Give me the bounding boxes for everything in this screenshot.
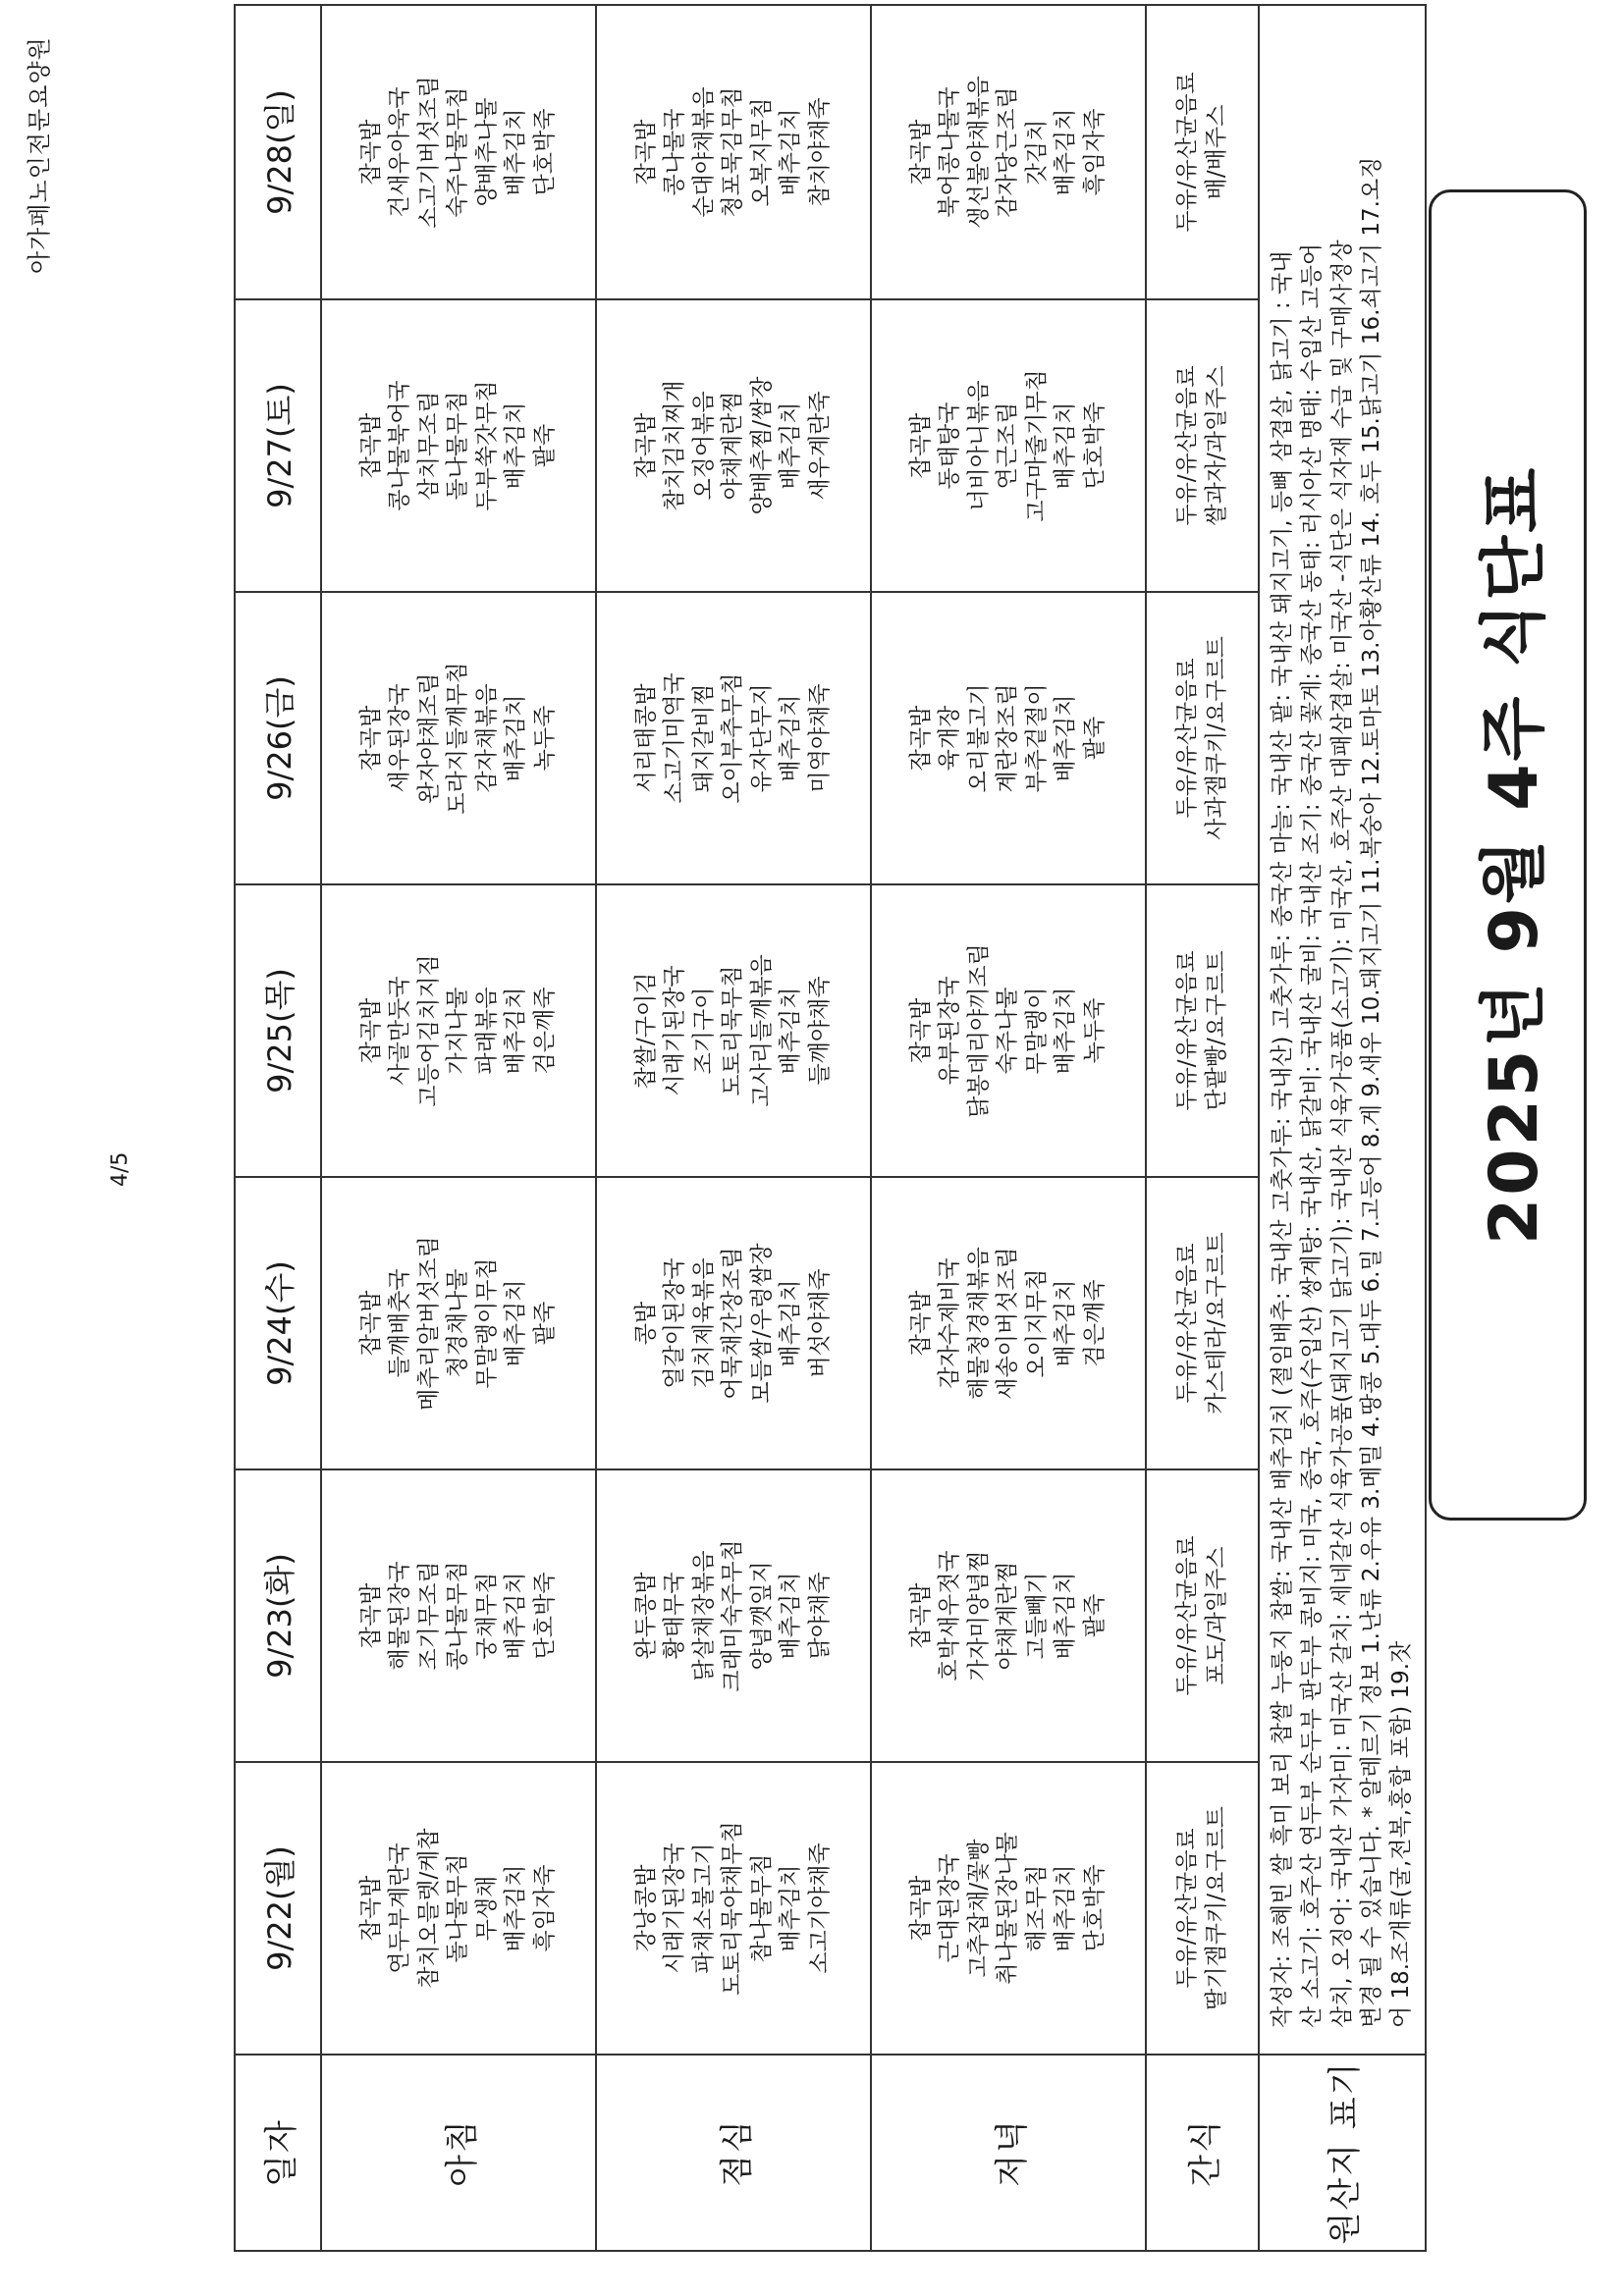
- menu-cell: [1146, 299, 1259, 592]
- menu-item: 강낭콩밥: [632, 1864, 659, 1952]
- menu-item: 메추리알버섯조림: [415, 1236, 442, 1411]
- menu-cell: [321, 5, 596, 299]
- menu-item: 배추김치: [1053, 1279, 1079, 1367]
- menu-item: 잡곡밥: [632, 119, 659, 186]
- menu-cell: [321, 1762, 596, 2055]
- meal-row-snack: [1146, 5, 1259, 2251]
- menu-item: 너비아니볶음: [965, 380, 992, 511]
- menu-item: 새우계란죽: [806, 391, 833, 501]
- menu-item: 두유/유산균음료: [1174, 950, 1201, 1111]
- menu-item: 오이지무침: [1023, 1268, 1050, 1378]
- menu-cell: [1146, 1177, 1259, 1469]
- menu-item: 배추김치: [778, 1572, 804, 1660]
- menu-item: 소고기버섯조림: [415, 76, 442, 229]
- menu-cell: [871, 299, 1146, 592]
- menu-item: 모듬쌈/우렁쌈장: [748, 1243, 775, 1404]
- menu-item: 배추김치: [778, 694, 804, 782]
- menu-item: 참치오믈렛/케찹: [415, 1828, 442, 1989]
- menu-item: 무생채: [473, 1875, 500, 1942]
- menu-item: 파채소불고기: [690, 1842, 717, 1974]
- menu-item: 양념깻잎지: [748, 1561, 775, 1671]
- menu-cell: [321, 1469, 596, 1762]
- menu-item: 카스테라/요구르트: [1203, 1232, 1229, 1415]
- menu-item: 소고기미역국: [662, 672, 688, 804]
- menu-cell: [1146, 1469, 1259, 1762]
- menu-item: 육개장: [937, 705, 963, 772]
- menu-item: 완자야채조림: [415, 672, 442, 804]
- menu-item: 참나물무침: [748, 1853, 775, 1963]
- menu-cell: [1146, 884, 1259, 1177]
- menu-item: 두유/유산균음료: [1174, 72, 1201, 233]
- menu-cell: [321, 299, 596, 592]
- menu-item: 잡곡밥: [357, 1290, 384, 1357]
- menu-item: 검은깨죽: [1081, 1279, 1108, 1367]
- menu-item: 소고기야채죽: [806, 1842, 833, 1974]
- menu-item: 잡곡밥: [907, 119, 934, 186]
- menu-item: 삼치무조림: [415, 391, 442, 501]
- menu-item: 잡곡밥: [357, 119, 384, 186]
- menu-item: 고등어김치지짐: [415, 954, 442, 1107]
- meal-label: 아침: [321, 2055, 596, 2251]
- origin-line: 산 소고기: 호주산 연두부 순두부 판두부 콩비지: 미국, 중국, 호주(수입산) 쌍계탕: 국내산, 닭갈비: 국내산 굴비: 국내산 조기: 중국산 꽃게: 중국산 동태: 러시아산 명태: 수입산 고등어: [1299, 242, 1326, 2028]
- menu-item: 단팥빵/요구르트: [1203, 950, 1229, 1111]
- origin-row: [1259, 5, 1426, 2251]
- menu-item: 야채계란찜: [995, 1561, 1021, 1671]
- menu-item: 가지나물: [445, 987, 471, 1075]
- menu-item: 돼지갈비찜: [690, 683, 717, 793]
- menu-cell: [871, 1762, 1146, 2055]
- menu-item: 배추김치: [778, 987, 804, 1075]
- origin-line: 어 18.조개류(굴,전복,홍합 포함) 19.잣: [1388, 1640, 1415, 2028]
- menu-item: 오이부추무침: [720, 672, 746, 804]
- menu-item: 콩나물국: [662, 108, 688, 196]
- menu-item: 새우된장국: [387, 683, 413, 793]
- menu-item: 검은깨죽: [531, 987, 558, 1075]
- menu-item: 어묵채간장조림: [720, 1247, 746, 1400]
- menu-cell: [871, 884, 1146, 1177]
- page-title: 2025년 9월 4주 식단표: [1476, 464, 1553, 1246]
- menu-item: 야채계란찜: [720, 391, 746, 501]
- menu-item: 사과잼쿠키/요구르트: [1203, 636, 1229, 840]
- menu-item: 돌나물무침: [445, 391, 471, 501]
- day-header: 9/24(수): [235, 1177, 321, 1469]
- menu-cell: [596, 884, 871, 1177]
- day-header: 9/26(금): [235, 592, 321, 884]
- meal-row-dinner: [871, 5, 1146, 2251]
- menu-item: 동태탕국: [937, 401, 963, 490]
- menu-item: 오복지무침: [748, 97, 775, 207]
- menu-item: 무말랭이무침: [473, 1257, 500, 1389]
- origin-line: 변경 될 수 있습니다. * 알레르기 정보 1.난류 2.우유 3.메밀 4.땅콩 5.대두 6.밀 7.고등어 8.게 9.새우 10.돼지고기 11.복숭아 12.토마토 13.아황산류 14. 호두 15.닭고기 16.쇠고기 17.오징: [1359, 156, 1385, 2028]
- menu-item: 딸기잼쿠키/요구르트: [1203, 1806, 1229, 2010]
- menu-item: 청경채나물: [445, 1268, 471, 1378]
- menu-item: 고사리들깨볶음: [748, 954, 775, 1107]
- menu-item: 닭살채장볶음: [690, 1550, 717, 1682]
- menu-cell: [596, 1177, 871, 1469]
- menu-cell: [596, 592, 871, 884]
- menu-item: 서리태콩밥: [632, 683, 659, 793]
- menu-item: 잡곡밥: [357, 1582, 384, 1649]
- menu-cell: [871, 1469, 1146, 1762]
- day-header: 9/25(목): [235, 884, 321, 1177]
- menu-item: 배추김치: [1053, 1864, 1079, 1952]
- menu-item: 크래미숙주무침: [720, 1539, 746, 1692]
- menu-item: 들깨배춧국: [387, 1268, 413, 1378]
- menu-item: 잡곡밥: [357, 1875, 384, 1942]
- menu-item: 해물된장국: [387, 1561, 413, 1671]
- origin-line: 작성자: 조혜빈 쌀 흑미 보리 찹쌀 누룽지 찹쌀: 국내산 배추김치 (절임배추: 국내산 고춧가루: 국내산) 고춧가루: 중국산 마늘: 국내산 팥: 국내산 돼지고기, 등뼈 삼겹살, 닭고기 : 국내: [1270, 250, 1295, 2028]
- menu-item: 흑임자죽: [531, 1864, 558, 1952]
- menu-item: 건새우아욱국: [387, 86, 413, 218]
- menu-item: 단호박죽: [531, 108, 558, 196]
- menu-item: 잡곡밥: [907, 412, 934, 479]
- menu-item: 팥죽: [1081, 716, 1108, 761]
- menu-item: 참치야채죽: [806, 97, 833, 207]
- menu-item: 감자수제비국: [937, 1257, 963, 1389]
- menu-item: 해조무침: [1023, 1864, 1050, 1952]
- menu-item: 참치김치찌개: [662, 380, 688, 511]
- menu-item: 오징어볶음: [690, 391, 717, 501]
- menu-item: 찹쌀/구이김: [632, 972, 659, 1090]
- menu-item: 단호박죽: [1081, 401, 1108, 490]
- menu-item: 배추김치: [503, 108, 529, 196]
- menu-item: 포도/과일주스: [1203, 1546, 1229, 1685]
- menu-cell: [1146, 592, 1259, 884]
- menu-item: 궁채무침: [473, 1572, 500, 1660]
- menu-item: 잡곡밥: [907, 1582, 934, 1649]
- menu-item: 배추김치: [1053, 401, 1079, 490]
- menu-item: 근대된장국: [937, 1853, 963, 1963]
- menu-item: 감자당근조림: [995, 86, 1021, 218]
- menu-item: 잡곡밥: [907, 1875, 934, 1942]
- menu-item: 잡곡밥: [632, 412, 659, 479]
- menu-item: 팥죽: [531, 1301, 558, 1346]
- menu-item: 얼갈이된장국: [662, 1257, 688, 1389]
- menu-item: 황태무국: [662, 1572, 688, 1660]
- menu-item: 잡곡밥: [357, 997, 384, 1064]
- meal-label: 점심: [596, 2055, 871, 2251]
- day-header-row: [235, 5, 321, 2251]
- menu-item: 사골만둣국: [387, 976, 413, 1086]
- menu-item: 배추김치: [1053, 694, 1079, 782]
- menu-item: 두유/유산균음료: [1174, 1243, 1201, 1404]
- menu-item: 미역야채죽: [806, 683, 833, 793]
- menu-item: 시래기된장국: [662, 965, 688, 1096]
- menu-item: 생선불야채볶음: [965, 76, 992, 229]
- menu-cell: [1146, 5, 1259, 299]
- day-header: 9/23(화): [235, 1469, 321, 1762]
- menu-item: 두유/유산균음료: [1174, 1535, 1201, 1696]
- menu-table: [234, 4, 1427, 2252]
- menu-item: 해물청경채볶음: [965, 1247, 992, 1400]
- menu-cell: [321, 884, 596, 1177]
- menu-cell: [596, 299, 871, 592]
- menu-cell: [1146, 1762, 1259, 2055]
- menu-item: 고들빼기: [1023, 1572, 1050, 1660]
- menu-item: 두유/유산균음료: [1174, 1828, 1201, 1989]
- menu-item: 계란장조림: [995, 683, 1021, 793]
- menu-item: 청포묵김무침: [720, 86, 746, 218]
- menu-cell: [596, 1762, 871, 2055]
- menu-item: 조기구이: [690, 987, 717, 1075]
- menu-cell: [596, 1469, 871, 1762]
- menu-item: 두유/유산균음료: [1174, 658, 1201, 819]
- menu-item: 숙주나물: [995, 987, 1021, 1075]
- menu-item: 녹두죽: [531, 705, 558, 772]
- menu-item: 배추김치: [1053, 108, 1079, 196]
- menu-item: 배추김치: [1053, 1572, 1079, 1660]
- day-header: 9/28(일): [235, 5, 321, 299]
- menu-item: 쌀과자/과일주스: [1203, 365, 1229, 526]
- day-header: 9/27(토): [235, 299, 321, 592]
- menu-item: 양배추찜/쌈장: [748, 376, 775, 515]
- menu-item: 배추김치: [503, 1279, 529, 1367]
- menu-item: 배추김치: [503, 987, 529, 1075]
- menu-item: 조기무조림: [415, 1561, 442, 1671]
- origin-line: 삼치, 오징어: 국내산 가자미: 미국산 갈치: 세네갈산 식육가공품(돼지고기 닭고기): 국내산 식육가공품(소고기): 미국산, 호주산 대패삼겹살: 미국산 -식단은 식자재 수급 및 구매사정상: [1328, 240, 1355, 2028]
- menu-item: 새송이버섯조림: [995, 1247, 1021, 1400]
- menu-item: 배추김치: [778, 108, 804, 196]
- menu-item: 녹두죽: [1081, 997, 1108, 1064]
- meal-row-lunch: [596, 5, 871, 2251]
- menu-cell: [871, 592, 1146, 884]
- menu-cell: [321, 592, 596, 884]
- menu-item: 고구마줄기무침: [1023, 369, 1050, 522]
- meal-row-breakfast: [321, 5, 596, 2251]
- menu-item: 팥죽: [1081, 1593, 1108, 1638]
- menu-item: 감자채볶음: [473, 683, 500, 793]
- menu-item: 배추김치: [503, 1572, 529, 1660]
- menu-item: 순대야채볶음: [690, 86, 717, 218]
- menu-item: 갓김치: [1023, 119, 1050, 186]
- day-header: 9/22(월): [235, 1762, 321, 2055]
- menu-item: 배/배주스: [1203, 104, 1229, 200]
- menu-item: 배추김치: [503, 1864, 529, 1952]
- menu-item: 고추잡채/꽃빵: [965, 1839, 992, 1978]
- menu-item: 연두부계란국: [387, 1842, 413, 1974]
- origin-label: 원산지 표기: [1259, 2055, 1426, 2251]
- menu-item: 콩나물무침: [445, 1561, 471, 1671]
- menu-item: 유부된장국: [937, 976, 963, 1086]
- menu-item: 팥죽: [531, 423, 558, 468]
- menu-item: 양배추나물: [473, 97, 500, 207]
- meal-label: 저녁: [871, 2055, 1146, 2251]
- menu-item: 잡곡밥: [357, 705, 384, 772]
- menu-item: 무말랭이: [1023, 987, 1050, 1075]
- menu-item: 닭봉데리야끼조림: [965, 943, 992, 1118]
- menu-item: 김치제육볶음: [690, 1257, 717, 1389]
- menu-item: 두유/유산균음료: [1174, 365, 1201, 526]
- menu-item: 배추김치: [778, 1864, 804, 1952]
- menu-item: 도라지들깨무침: [445, 662, 471, 815]
- menu-item: 시래기된장국: [662, 1842, 688, 1974]
- menu-cell: [871, 5, 1146, 299]
- menu-item: 콩밥: [632, 1301, 659, 1346]
- menu-item: 단호박죽: [1081, 1864, 1108, 1952]
- page-number: 4/5: [108, 1151, 133, 1187]
- date-corner-label: 일자: [235, 2055, 321, 2251]
- menu-item: 배추김치: [503, 694, 529, 782]
- menu-item: 잡곡밥: [907, 1290, 934, 1357]
- menu-item: 숙주나물무침: [445, 86, 471, 218]
- menu-item: 도토리묵야채무침: [720, 1821, 746, 1996]
- menu-item: 완두콩밥: [632, 1572, 659, 1660]
- menu-item: 연근조림: [995, 401, 1021, 490]
- menu-item: 배추김치: [778, 401, 804, 490]
- menu-item: 잡곡밥: [907, 997, 934, 1064]
- menu-item: 들깨야채죽: [806, 976, 833, 1086]
- menu-item: 흑임자죽: [1081, 108, 1108, 196]
- origin-notice: [1259, 5, 1426, 2055]
- menu-item: 잡곡밥: [357, 412, 384, 479]
- menu-cell: [596, 5, 871, 299]
- menu-item: 오리불고기: [965, 683, 992, 793]
- menu-item: 취나물된장나물: [995, 1832, 1021, 1985]
- menu-item: 닭야채죽: [806, 1572, 833, 1660]
- facility-name: 아가페노인전문요양원: [26, 36, 53, 274]
- menu-cell: [871, 1177, 1146, 1469]
- menu-item: 배추김치: [503, 401, 529, 490]
- meal-label: 간식: [1146, 2055, 1259, 2251]
- menu-item: 단호박죽: [531, 1572, 558, 1660]
- menu-item: 두부쑥갓무침: [473, 380, 500, 511]
- title-box: [1429, 189, 1587, 1521]
- menu-item: 돌나물무침: [445, 1853, 471, 1963]
- menu-item: 호박새우젓국: [937, 1550, 963, 1682]
- menu-item: 가자미양념찜: [965, 1550, 992, 1682]
- menu-item: 북어콩나물국: [937, 86, 963, 218]
- menu-item: 배추김치: [778, 1279, 804, 1367]
- menu-item: 유자단무지: [748, 683, 775, 793]
- menu-item: 도토리묵무침: [720, 965, 746, 1096]
- menu-item: 부추겉절이: [1023, 683, 1050, 793]
- menu-item: 파래볶음: [473, 987, 500, 1075]
- menu-cell: [321, 1177, 596, 1469]
- menu-item: 콩나물북어국: [387, 380, 413, 511]
- menu-item: 배추김치: [1053, 987, 1079, 1075]
- menu-item: 버섯야채죽: [806, 1268, 833, 1378]
- menu-item: 잡곡밥: [907, 705, 934, 772]
